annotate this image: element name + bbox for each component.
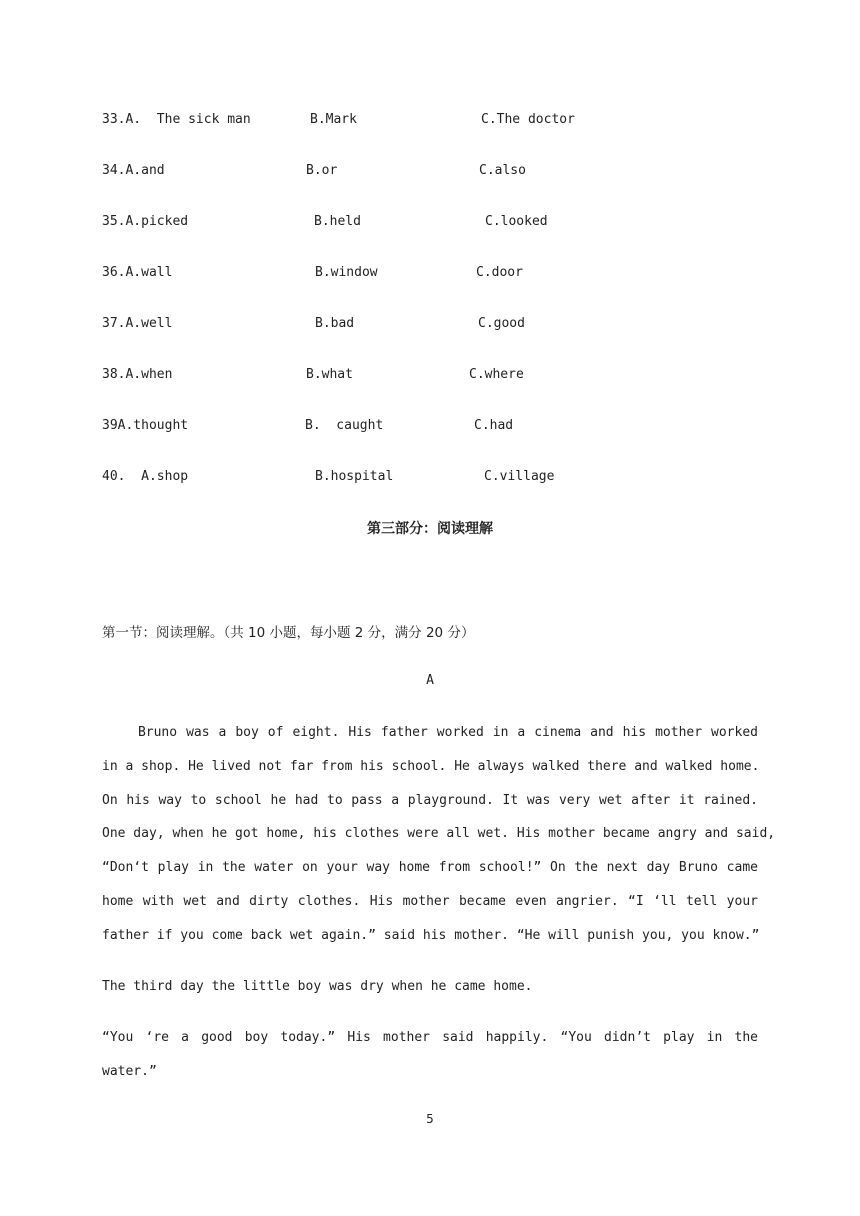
option-row-33 (0, 110, 575, 130)
option-row-37 (0, 314, 525, 334)
option-c: C.looked (485, 214, 548, 229)
option-b: B. caught (305, 418, 384, 433)
option-c: C.village (484, 469, 555, 484)
option-a: 38.A.when (102, 367, 173, 382)
option-row-35 (0, 212, 548, 232)
option-b: B.bad (315, 316, 355, 331)
option-row-34 (0, 161, 526, 181)
page-number: 5 (426, 1112, 434, 1126)
option-a: 33.A. The sick man (102, 112, 251, 127)
option-row-39 (0, 416, 514, 436)
option-c: C.also (479, 163, 526, 178)
option-a: 39A.thought (102, 418, 189, 433)
option-b: B.what (306, 367, 353, 382)
passage-line: The third day the little boy was dry when he came home. (102, 979, 533, 994)
option-b: B.window (315, 265, 378, 280)
passage-line: Bruno was a boy of eight. His father worked in a cinema and his mother worked (102, 725, 758, 740)
passage-line: On his way to school he had to pass a playground. It was very wet after it rained. (102, 793, 758, 808)
option-b: B.held (314, 214, 361, 229)
option-c: C.had (474, 418, 514, 433)
option-c: C.where (469, 367, 524, 382)
option-a: 37.A.well (102, 316, 173, 331)
subsection-title: 第一节：阅读理解。（共 10 小题，每小题 2 分，满分 20 分） (102, 625, 475, 641)
passage-line: father if you come back wet again.” said his mother. “He will punish you, you know.” (102, 928, 760, 943)
option-b: B.hospital (315, 469, 394, 484)
passage-line: home with wet and dirty clothes. His mother became even angrier. “I ‘ll tell your (102, 894, 758, 909)
option-row-40 (0, 467, 555, 487)
option-c: C.good (478, 316, 525, 331)
section-title: 第三部分：阅读理解 (367, 521, 493, 537)
option-c: C.door (476, 265, 523, 280)
passage-line: “Don‘t play in the water on your way home from school!” On the next day Bruno came (102, 860, 758, 875)
option-row-38 (0, 365, 524, 385)
option-b: B.Mark (310, 112, 357, 127)
option-a: 40. A.shop (102, 469, 189, 484)
option-a: 36.A.wall (102, 265, 173, 280)
option-row-36 (0, 263, 523, 283)
passage-line: in a shop. He lived not far from his school. He always walked there and walked home. (102, 759, 760, 774)
option-a: 34.A.and (102, 163, 165, 178)
option-c: C.The doctor (481, 112, 575, 127)
passage-line: water.” (102, 1064, 157, 1079)
passage-line: “You ‘re a good boy today.” His mother said happily. “You didn’t play in the (102, 1030, 758, 1045)
option-b: B.or (306, 163, 338, 178)
passage-line: One day, when he got home, his clothes were all wet. His mother became angry and said, (102, 826, 776, 841)
option-a: 35.A.picked (102, 214, 189, 229)
passage-label: A (426, 673, 434, 688)
